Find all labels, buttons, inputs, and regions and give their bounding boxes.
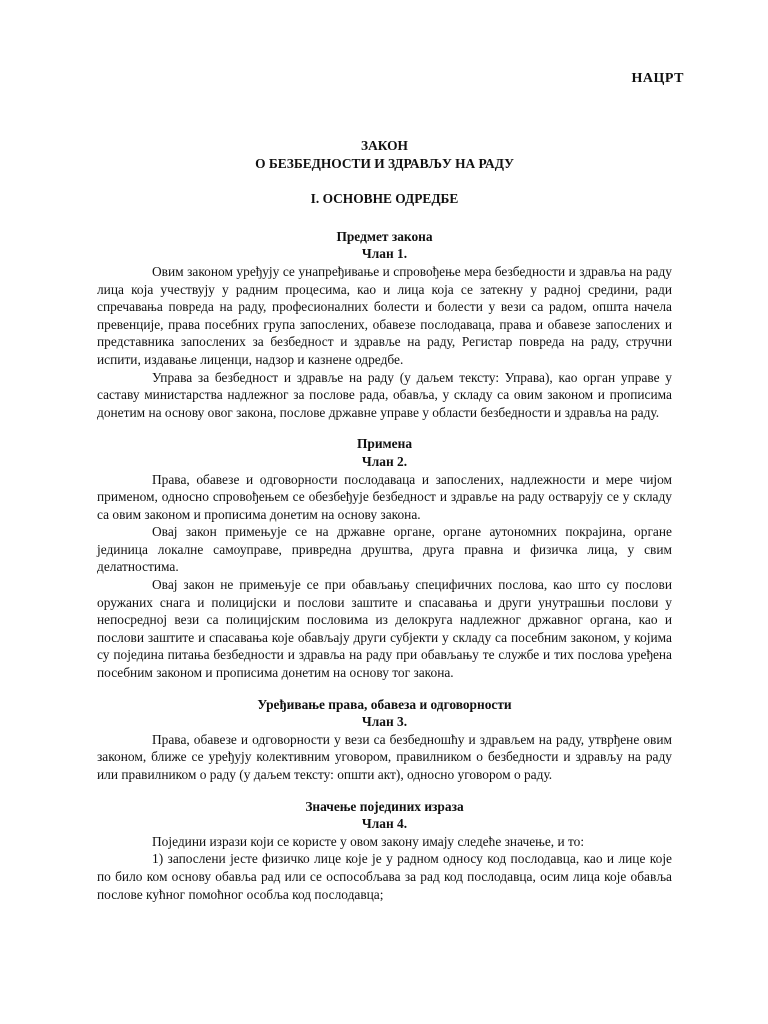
article-number: Члан 2. [361, 453, 408, 469]
article-number: Члан 3. [361, 714, 408, 730]
article-number: Члан 4. [361, 816, 408, 832]
article-paragraph: 1) запослени јесте физичко лице које је у радном односу код послодавца, као и лице које по било ком основу обавља рад или се оспособљава за рад код послодавца, осим лица које обавља послове кућног помоћног особља код послодавца; [97, 851, 672, 902]
article-paragraph: Управа за безбедност и здравље на раду (у даљем тексту: Управа), као орган управе у саставу министарства надлежног за послове рада, обавља, у складу са овим законом и прописима донетим на основу овог закона, послове државне управе у области безбедности и здравља на раду. [97, 369, 672, 420]
article [97, 696, 672, 784]
article-paragraph: Овај закон не примењује се при обављању специфичних послова, као што су послови оружаних снага и полицијски и послови заштите и спасавања и други унутрашњи послови у непосредној вези са полицијским пословима из делокруга надлежног државног органа, као и послови заштите и спасавања које обављају други субјекти у складу са посебним законом, у којима су поједина питања безбедности и здравља на раду при обављању те службе и тих послова уређена посебним законом и прописима донетим на основу тог закона. [97, 577, 672, 681]
article-heading: Примена [356, 436, 413, 452]
document-body [97, 137, 672, 917]
law-title-line2: О БЕЗБЕДНОСТИ И ЗДРАВЉУ НА РАДУ [255, 155, 514, 171]
article-paragraph: Права, обавезе и одговорности у вези са безбедношћу и здрављем на раду, утврђене овим законом, ближе се уређују колективним уговором, правилником о безбедности и здрављу на раду или правилником о раду (у даљем тексту: општи акт), односно уговором о раду. [97, 731, 672, 782]
article [97, 435, 672, 681]
draft-label: НАЦРТ [631, 71, 684, 86]
chapter-heading: I. ОСНОВНЕ ОДРЕДБЕ [310, 191, 459, 207]
article-heading: Значење појединих израза [305, 798, 464, 814]
article-paragraph: Овим законом уређују се унапређивање и спровођење мера безбедности и здравља на раду лица која учествују у радним процесима, као и лица која се затекну у радној средини, ради спречавања повреда на раду, професионалних болести и болести у вези са радом, општа начела превенције, права посебних група запослених, обавезе послодаваца, права и обавезе запослених и представника запослених за безбедност и здравље на раду, Регистар повреда на раду, стручни испити, издавање лиценци, надзор и казнене одредбе. [97, 263, 672, 367]
article-paragraph: Права, обавезе и одговорности послодаваца и запослених, надлежности и мере чијом применом, односно спровођењем се обезбеђује безбедност и здравље на раду остварују се у складу са овим законом и прописима донетим на основу закона. [97, 471, 672, 522]
article [97, 228, 672, 422]
article-paragraph: Овај закон примењује се на државне органе, органе аутономних покрајина, органе јединица локалне самоуправе, привредна друштва, друга правна и физичка лица, у свим делатностима. [97, 524, 672, 575]
article-paragraph: Поједини изрази који се користе у овом закону имају следеће значење, и то: [152, 833, 585, 849]
law-title-line1: ЗАКОН [361, 138, 408, 153]
article-number: Члан 1. [361, 246, 408, 262]
article [97, 798, 672, 904]
article-heading: Уређивање права, обавеза и одговорности [257, 696, 512, 712]
article-heading: Предмет закона [336, 228, 433, 244]
